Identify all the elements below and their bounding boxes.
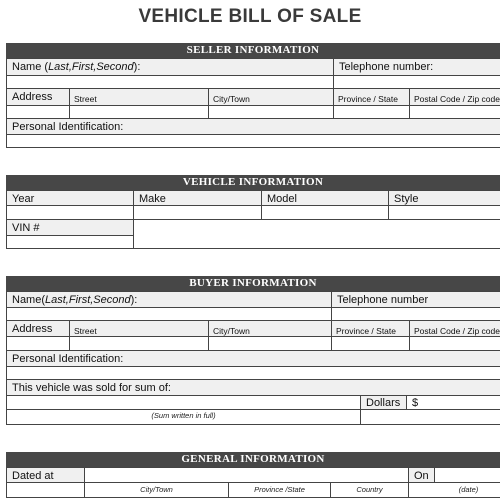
date-field[interactable] — [434, 467, 500, 483]
vehicle-year-field[interactable] — [6, 205, 134, 220]
vehicle-vin-entry[interactable] — [133, 219, 500, 249]
buyer-personal-id-label: Personal Identification: — [6, 350, 500, 367]
buyer-city-field[interactable] — [208, 336, 332, 351]
seller-postal-field[interactable] — [409, 105, 500, 119]
seller-section-header: SELLER INFORMATION — [6, 43, 500, 58]
seller-name-field[interactable] — [6, 75, 334, 89]
dollar-sign: $ — [412, 397, 419, 409]
buyer-personal-id-field[interactable] — [6, 366, 500, 380]
buyer-postal-label: Postal Code / Zip code — [409, 320, 500, 337]
general-caption-cell-1 — [6, 482, 85, 498]
seller-city-field[interactable] — [208, 105, 334, 119]
seller-address-label: Address — [6, 88, 70, 106]
dated-at-label: Dated at — [6, 467, 85, 483]
sum-written-caption: (Sum written in full) — [151, 411, 216, 420]
seller-address-field[interactable] — [6, 105, 70, 119]
seller-street-label: Street — [69, 88, 209, 106]
vehicle-model-field[interactable] — [261, 205, 389, 220]
buyer-street-label: Street — [69, 320, 209, 337]
seller-name-label: Name (Last,First,Second): — [6, 58, 334, 76]
dollar-amount-field[interactable] — [406, 395, 500, 410]
date-caption: (date) — [458, 485, 479, 494]
buyer-province-field[interactable] — [331, 336, 410, 351]
document-title: VEHICLE BILL OF SALE — [138, 6, 362, 27]
seller-personal-id-label: Personal Identification: — [6, 118, 500, 135]
vehicle-vin-field[interactable] — [6, 235, 134, 249]
buyer-section-header: BUYER INFORMATION — [6, 276, 500, 291]
vehicle-style-label: Style — [388, 190, 500, 206]
seller-province-field[interactable] — [333, 105, 410, 119]
vehicle-make-label: Make — [133, 190, 262, 206]
vehicle-year-label: Year — [6, 190, 134, 206]
seller-province-label: Province / State — [333, 88, 410, 106]
buyer-telephone-label: Telephone number — [331, 291, 500, 308]
seller-telephone-label: Telephone number: — [333, 58, 500, 76]
province-caption: Province /State — [254, 485, 305, 494]
vehicle-model-label: Model — [261, 190, 389, 206]
seller-personal-id-field[interactable] — [6, 134, 500, 148]
buyer-name-label: Name(Last,First,Second): — [6, 291, 332, 308]
buyer-name-field[interactable] — [6, 307, 332, 321]
vehicle-vin-label: VIN # — [6, 219, 134, 236]
on-label: On — [408, 467, 435, 483]
vehicle-style-field[interactable] — [388, 205, 500, 220]
city-caption: City/Town — [140, 485, 173, 494]
seller-street-field[interactable] — [69, 105, 209, 119]
buyer-address-label: Address — [6, 320, 70, 337]
buyer-address-field[interactable] — [6, 336, 70, 351]
dollar-amount-caption-cell — [360, 409, 500, 425]
seller-city-label: City/Town — [208, 88, 334, 106]
buyer-street-field[interactable] — [69, 336, 209, 351]
vehicle-section-header: VEHICLE INFORMATION — [6, 175, 500, 190]
buyer-telephone-field[interactable] — [331, 307, 500, 321]
buyer-city-label: City/Town — [208, 320, 332, 337]
vehicle-make-field[interactable] — [133, 205, 262, 220]
sum-written-field[interactable] — [6, 395, 361, 410]
buyer-postal-field[interactable] — [409, 336, 500, 351]
sold-for-label: This vehicle was sold for sum of: — [6, 379, 500, 396]
general-section-header: GENERAL INFORMATION — [6, 452, 500, 467]
seller-telephone-field[interactable] — [333, 75, 500, 89]
dated-at-field[interactable] — [84, 467, 409, 483]
buyer-province-label: Province / State — [331, 320, 410, 337]
seller-postal-label: Postal Code / Zip code — [409, 88, 500, 106]
dollars-label: Dollars — [360, 395, 407, 410]
country-caption: Country — [356, 485, 383, 494]
